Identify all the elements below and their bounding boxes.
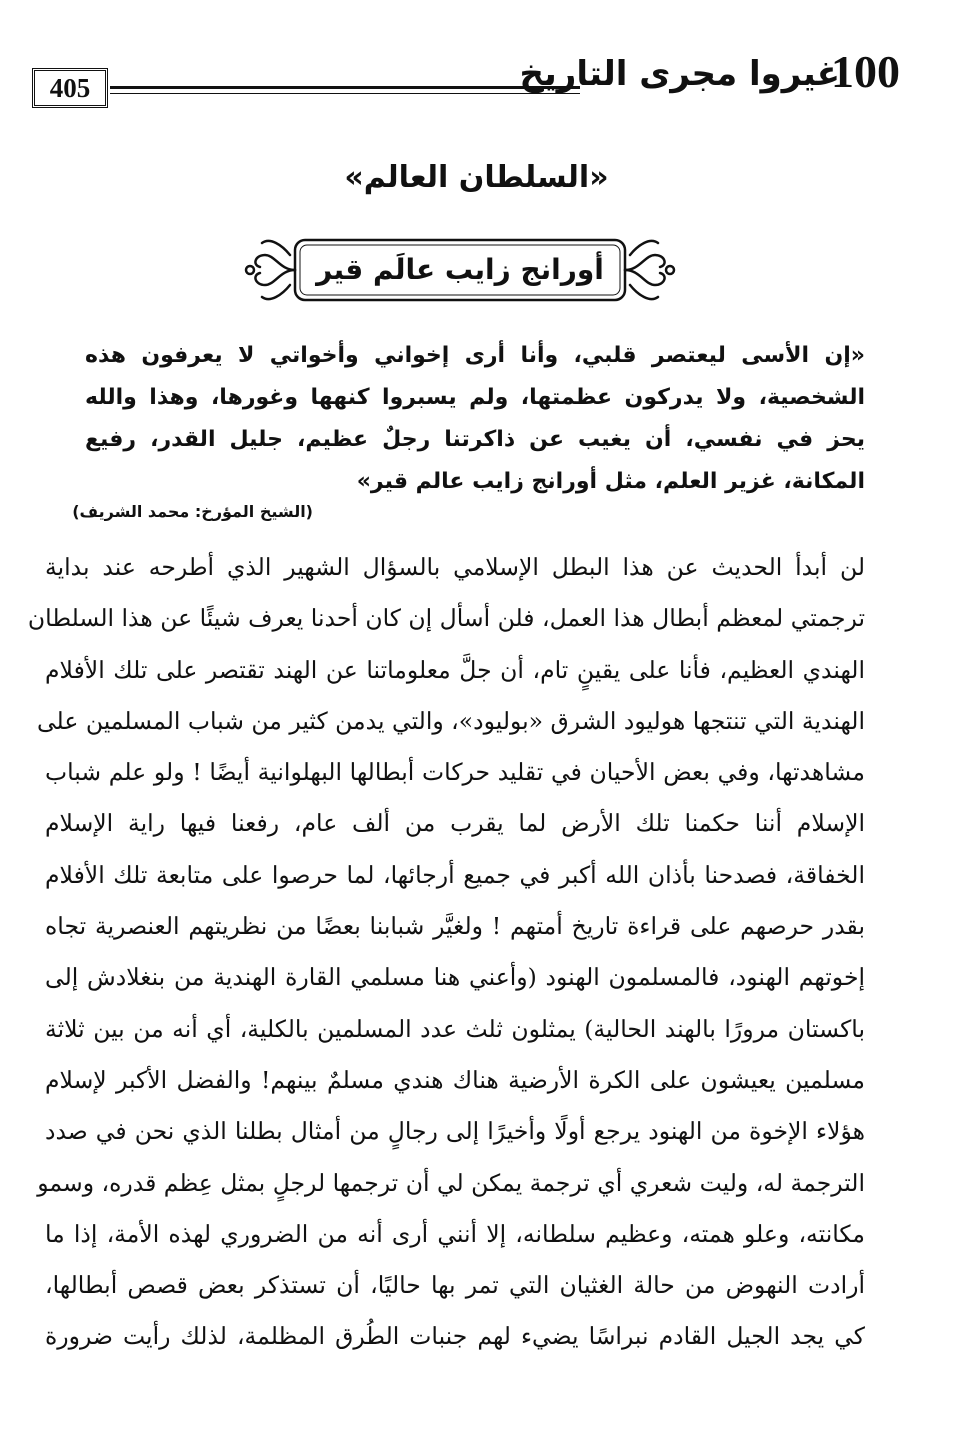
body-line: الإسلام أننا حكمنا تلك الأرض لما يقرب من ألف عام، رفعنا فيها راية الإسلام — [45, 809, 865, 838]
body-line: الخفاقة، فصدحنا بأذان الله أكبر في جميع أرجائها، لما حرصوا على متابعة تلك الأفلام — [45, 860, 865, 889]
body-line: لن أبدأ الحديث عن هذا البطل الإسلامي بالسؤال الشهير الذي أطرحه عند بداية — [45, 553, 865, 581]
body-line: الترجمة له، وليت شعري أي ترجمة يمكن لي أن ترجمها لرجلٍ بمثل عِظم قدره، وسمو — [37, 1168, 865, 1197]
page-header — [30, 46, 900, 106]
body-line: بقدر حرصهم على قراءة تاريخ أمتهم ! ولغيَّر شبابنا بعضًا من نظريتهم العنصرية تجاه — [45, 912, 865, 941]
chapter-title: أورانج زايب عالَم قير — [316, 253, 604, 286]
page-number: 405 — [32, 68, 108, 108]
body-line: الهندي العظيم، فأنا على يقينٍ تام، أن جلَّ معلوماتنا عن الهند تقتصر على تلك الأفلام — [45, 655, 865, 684]
chapter-title-banner — [240, 225, 680, 315]
header-rule-thin — [110, 93, 580, 94]
body-line: إخوتهم الهنود، فالمسلمون الهنود (وأعني هنا مسلمي القارة الهندية من بنغلادش إلى — [45, 963, 865, 992]
body-text — [27, 542, 865, 1363]
body-line: ترجمتي لمعظم أبطال هذا العمل، فلن أسأل إن كان أحدنا يعرف شيئًا عن هذا السلطان — [27, 604, 865, 633]
quote-attribution: (الشيخ المؤرخ: محمد الشريف) — [72, 502, 313, 521]
body-line: الهندية التي تنتجها هوليود الشرق «بوليود»، والتي يدمن كثير من شباب المسلمين على — [36, 706, 865, 735]
body-line: هؤلاء الإخوة من الهنود يرجع أولًا وأخيرًا إلى رجالٍ من أمثال بطلنا الذي نحن في صدد — [45, 1117, 865, 1146]
body-line: مكانته، وعلو همته، وعظيم سلطانه، إلا أنني أرى أنه من الضروري لهذه الأمة، إذا ما — [45, 1219, 865, 1248]
book-title: غيروا مجرى التاريخ — [519, 54, 840, 94]
body-line: باكستان مرورًا بالهند الحالية) يمثلون ثلث عدد المسلمين بالكلية، أي أنه من بين ثلاثة — [45, 1014, 865, 1043]
header-rule — [110, 86, 580, 89]
book-number: 100 — [831, 46, 900, 97]
chapter-subtitle: «السلطان العالم» — [344, 160, 609, 195]
opening-quote: «إن الأسى ليعتصر قلبي، وأنا أرى إخواني وأخواتي لا يعرفون هذه الشخصية، ولا يدركون عظمتها، ولم يسبروا كنهها وغورها، وهذا والله يحز في نفسي، أن يغيب عن ذاكرتنا رجلٌ عظيم، جليل القدر، رفيع المكانة، غزير العلم، مثل أورانج زايب عالم قير» — [85, 343, 865, 494]
body-line: مشاهدتها، وفي بعض الأحيان في تقليد حركات أبطالها البهلوانية أيضًا ! ولو علم شباب — [45, 758, 865, 787]
body-line: كي يجد الجيل القادم نبراسًا يضيء لهم جنبات الطُرق المظلمة، لذلك رأيت ضرورة — [45, 1322, 865, 1351]
body-line: مسلمين يعيشون على الكرة الأرضية هناك هندي مسلمٌ بينهم! والفضل الأكبر لإسلام — [45, 1065, 865, 1094]
body-line: أرادت النهوض من حالة الغثيان التي تمر بها حاليًا، أن تستذكر بعض قصص أبطالها، — [45, 1271, 865, 1300]
